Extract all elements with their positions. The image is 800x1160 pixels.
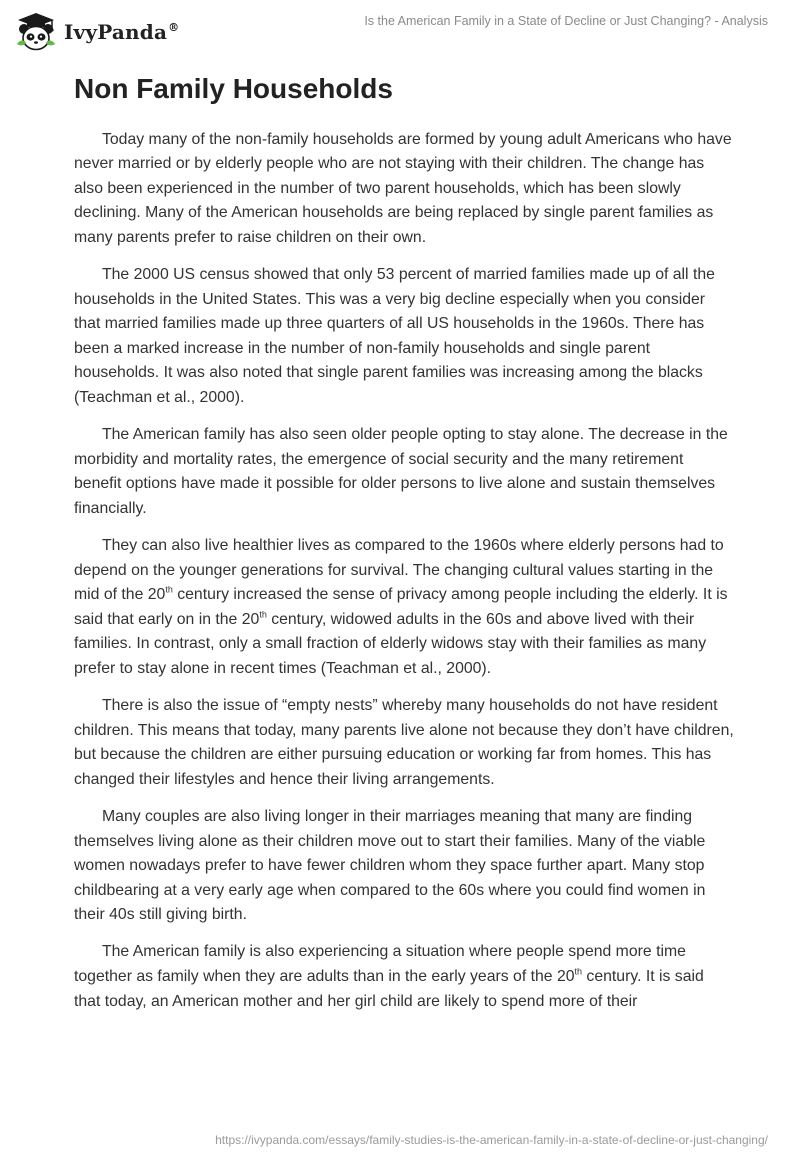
article-body (74, 72, 734, 1027)
paragraph-5: There is also the issue of “empty nests” whereby many households do not have resident children. This means that today, many parents live alone not because they don’t have children, but because the children are either pursuing education or working far from homes. This has changed their lifestyles and hence their living arrangements. (74, 697, 734, 788)
source-url-link[interactable]: https://ivypanda.com/essays/family-studies-is-the-american-family-in-a-state-of-decline-or-just-changing/ (215, 1133, 768, 1147)
registered-mark: ® (168, 21, 180, 35)
section-heading: Non Family Households (74, 73, 393, 104)
paragraph-4-part-2: century increased the sense of privacy among people including the elderly. It is said that early on in the 20 (74, 586, 728, 628)
paragraph-4-part-1: They can also live healthier lives as compared to the 1960s where elderly persons had to depend on the younger generations for survival. The changing cultural values starting in the mid of the 20 (74, 537, 724, 604)
paragraph-7-part-1: The American family is also experiencing a situation where people spend more time together as family when they are adults than in the early years of the 20 (74, 943, 686, 985)
brand-name: IvyPanda® (64, 20, 180, 44)
paragraph-1: Today many of the non-family households are formed by young adult Americans who have never married or by elderly people who are not staying with their children. The change has also been experienced in the number of two parent households, which has been slowly declining. Many of the American households are being replaced by single parent families as many parents prefer to raise children on their own. (74, 130, 732, 246)
paragraph-4-part-3: century, widowed adults in the 60s and above lived with their families. In contrast, only a small fraction of elderly widows stay with their families as many prefer to stay alone in recent times (Teachman et al., 2000). (74, 610, 707, 677)
paragraph-4 (74, 534, 734, 682)
ordinal-suffix: th (574, 966, 583, 977)
ivypanda-logo[interactable] (14, 10, 179, 54)
page-header (0, 0, 800, 60)
panda-graduate-icon (14, 10, 58, 54)
paragraph-2: The 2000 US census showed that only 53 percent of married families made up of all the households in the United States. This was a very big decline especially when you consider that married families made up three quarters of all US households in the 1960s. There has been a marked increase in the number of non-family households and single parent households. It was also noted that single parent families was increasing among the blacks (Teachman et al., 2000). (74, 266, 715, 407)
paragraph-7 (74, 940, 734, 1014)
paragraph-7-part-2: century. It is said that today, an American mother and her girl child are likely to spend more of their (74, 968, 704, 1010)
paragraph-3: The American family has also seen older people opting to stay alone. The decrease in the morbidity and mortality rates, the emergence of social security and the many retirement benefit options have made it possible for older persons to live alone and sustain themselves financially. (74, 426, 728, 517)
document-title: Is the American Family in a State of Decline or Just Changing? - Analysis (364, 14, 768, 28)
paragraph-6: Many couples are also living longer in their marriages meaning that many are finding themselves living alone as their children move out to start their families. Many of the viable women nowadays prefer to have fewer children whom they space further apart. Many stop childbearing at a very early age when compared to the 60s where you could find women in their 40s still giving birth. (74, 807, 706, 924)
ordinal-suffix: th (259, 609, 267, 620)
ordinal-suffix: th (165, 584, 173, 595)
